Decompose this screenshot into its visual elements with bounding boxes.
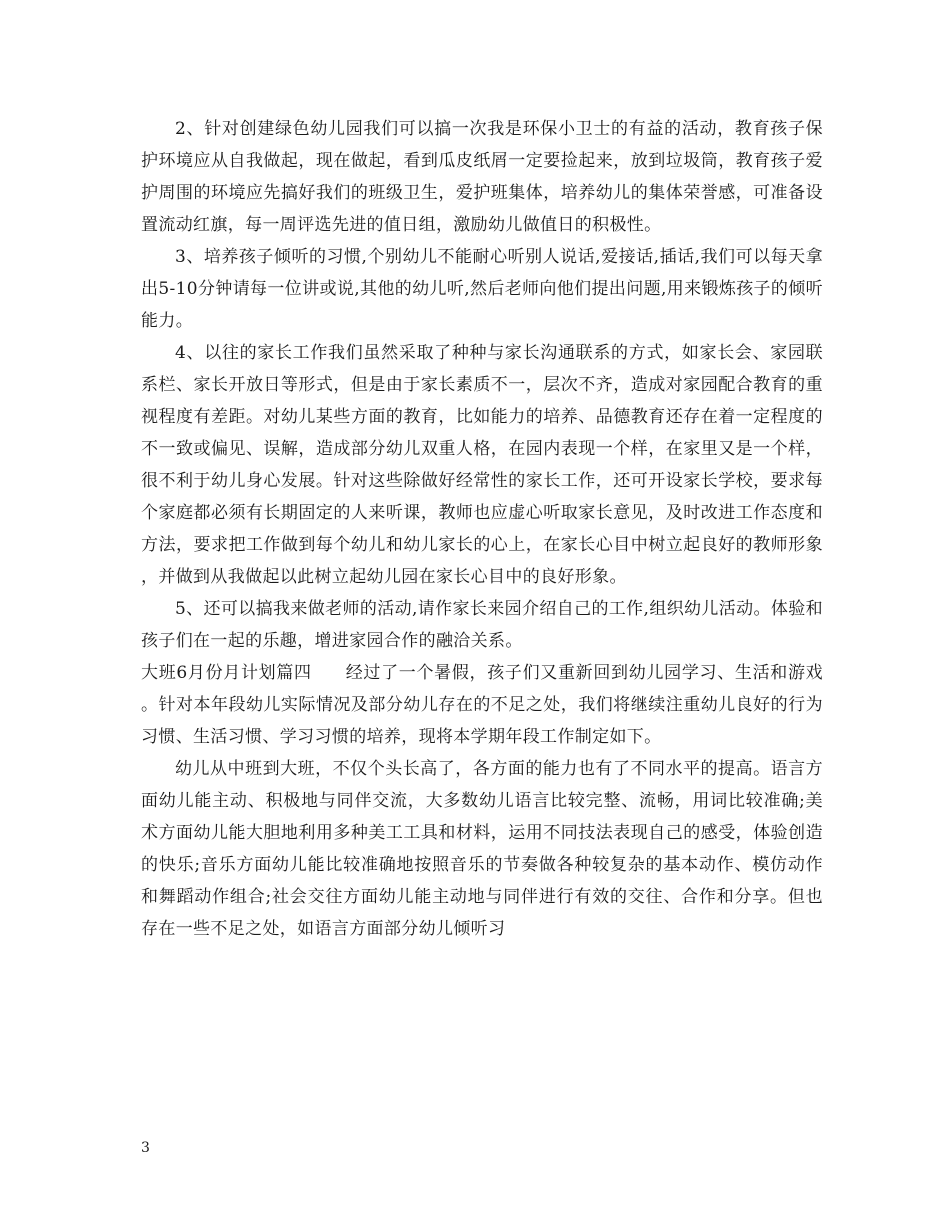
section-intro-text: 经过了一个暑假，孩子们又重新回到幼儿园学习、生活和游戏。针对本年段幼儿实际情况及部分幼儿存在的不足之处，我们将继续注重幼儿良好的行为习惯、生活习惯、学习习惯的培养，现将本学期年段工作制定如下。	[141, 663, 823, 747]
paragraph-item-5: 5、还可以搞我来做老师的活动,请作家长来园介绍自己的工作,组织幼儿活动。体验和孩子们在一起的乐趣，增进家园合作的融洽关系。	[141, 599, 823, 651]
page-number: 3	[141, 1140, 150, 1156]
paragraph-item-3: 3、培养孩子倾听的习惯,个别幼儿不能耐心听别人说话,爱接话,插话,我们可以每天拿出5-10分钟请每一位讲或说,其他的幼儿听,然后老师向他们提出问题,用来锻炼孩子的倾听能力。	[141, 247, 823, 331]
paragraph-item-2: 2、针对创建绿色幼儿园我们可以搞一次我是环保小卫士的有益的活动，教育孩子保护环境应从自我做起，现在做起，看到瓜皮纸屑一定要捡起来，放到垃圾筒，教育孩子爱护周围的环境应先搞好我们的班级卫生，爱护班集体，培养幼儿的集体荣誉感，可准备设置流动红旗，每一周评选先进的值日组，激励幼儿做值日的积极性。	[141, 119, 823, 235]
document-body	[141, 113, 823, 945]
closing-paragraph: 幼儿从中班到大班，不仅个头长高了，各方面的能力也有了不同水平的提高。语言方面幼儿能主动、积极地与同伴交流，大多数幼儿语言比较完整、流畅，用词比较准确;美术方面幼儿能大胆地利用多种美工工具和材料，运用不同技法表现自己的感受，体验创造的快乐;音乐方面幼儿能比较准确地按照音乐的节奏做各种较复杂的基本动作、模仿动作和舞蹈动作组合;社会交往方面幼儿能主动地与同伴进行有效的交往、合作和分享。但也存在一些不足之处，如语言方面部分幼儿倾听习	[141, 759, 823, 939]
section-heading: 大班6月份月计划篇四	[141, 663, 312, 683]
section-paragraph	[141, 657, 823, 753]
paragraph-item-4: 4、以往的家长工作我们虽然采取了种种与家长沟通联系的方式，如家长会、家园联系栏、家长开放日等形式，但是由于家长素质不一，层次不齐，造成对家园配合教育的重视程度有差距。对幼儿某些方面的教育，比如能力的培养、品德教育还存在着一定程度的不一致或偏见、误解，造成部分幼儿双重人格，在园内表现一个样，在家里又是一个样，很不利于幼儿身心发展。针对这些除做好经常性的家长工作，还可开设家长学校，要求每个家庭都必须有长期固定的人来听课，教师也应虚心听取家长意见，及时改进工作态度和方法，要求把工作做到每个幼儿和幼儿家长的心上，在家长心目中树立起良好的教师形象，并做到从我做起以此树立起幼儿园在家长心目中的良好形象。	[141, 343, 823, 587]
